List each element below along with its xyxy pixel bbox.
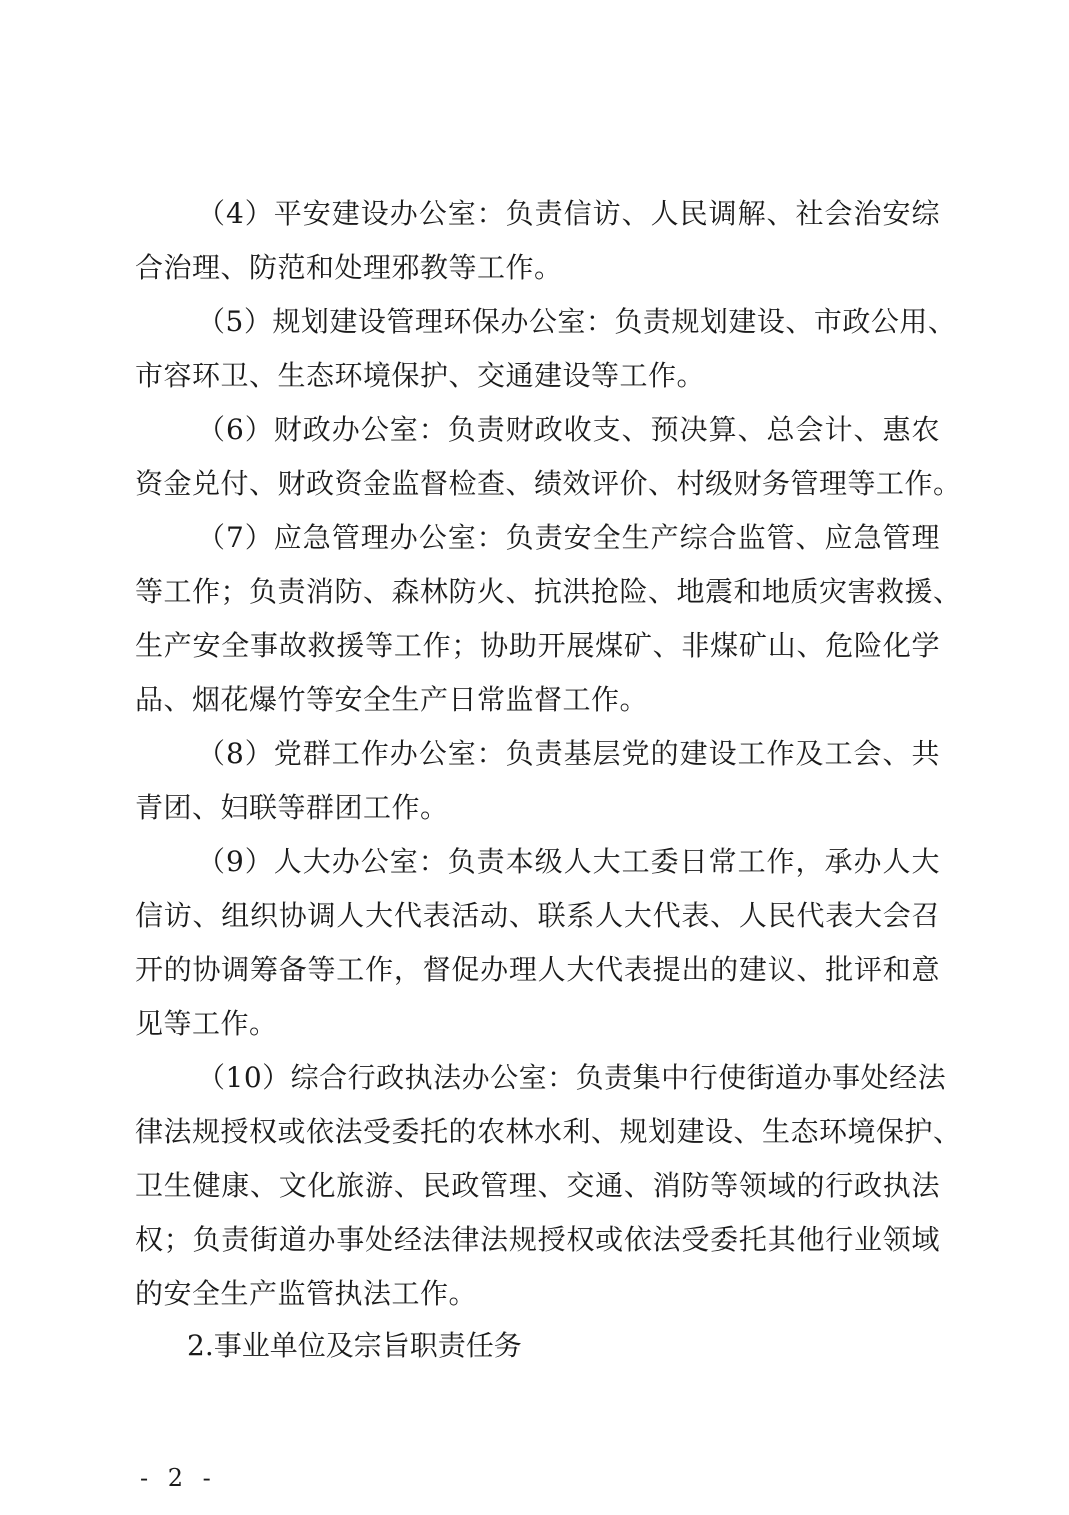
paragraph-7-line-2: 等工作；负责消防、森林防火、抗洪抢险、地震和地质灾害救援、 xyxy=(135,575,962,608)
paragraph-10-line-4: 权；负责街道办事处经法律法规授权或依法受委托其他行业领域 xyxy=(135,1223,940,1256)
paragraph-10-line-2: 律法规授权或依法受委托的农林水利、规划建设、生态环境保护、 xyxy=(135,1115,962,1148)
paragraph-5-line-1: （5）规划建设管理环保办公室：负责规划建设、市政公用、 xyxy=(197,305,957,338)
paragraph-7-line-3: 生产安全事故救援等工作；协助开展煤矿、非煤矿山、危险化学 xyxy=(135,629,940,662)
paragraph-9-line-1: （9）人大办公室：负责本级人大工委日常工作，承办人大 xyxy=(197,845,940,878)
paragraph-7-line-1: （7）应急管理办公室：负责安全生产综合监管、应急管理 xyxy=(197,521,940,554)
page-number: - 2 - xyxy=(140,1464,217,1492)
paragraph-6-line-1: （6）财政办公室：负责财政收支、预决算、总会计、惠农 xyxy=(197,413,940,446)
paragraph-5-line-2: 市容环卫、生态环境保护、交通建设等工作。 xyxy=(135,359,706,392)
paragraph-8-line-2: 青团、妇联等群团工作。 xyxy=(135,791,449,824)
paragraph-7-line-4: 品、烟花爆竹等安全生产日常监督工作。 xyxy=(135,683,649,716)
paragraph-9-line-4: 见等工作。 xyxy=(135,1007,278,1040)
paragraph-8-line-1: （8）党群工作办公室：负责基层党的建设工作及工会、共 xyxy=(197,737,940,770)
paragraph-6-line-2: 资金兑付、财政资金监督检查、绩效评价、村级财务管理等工作。 xyxy=(135,467,962,500)
paragraph-4-line-2: 合治理、防范和处理邪教等工作。 xyxy=(135,251,563,284)
paragraph-9-line-3: 开的协调筹备等工作，督促办理人大代表提出的建议、批评和意 xyxy=(135,953,940,986)
paragraph-10-line-3: 卫生健康、文化旅游、民政管理、交通、消防等领域的行政执法 xyxy=(135,1169,940,1202)
section-heading: 2.事业单位及宗旨职责任务 xyxy=(187,1329,522,1362)
paragraph-10-line-5: 的安全生产监管执法工作。 xyxy=(135,1277,478,1310)
paragraph-9-line-2: 信访、组织协调人大代表活动、联系人大代表、人民代表大会召 xyxy=(135,899,940,932)
paragraph-10-line-1: （10）综合行政执法办公室：负责集中行使街道办事处经法 xyxy=(197,1061,947,1094)
paragraph-4-line-1: （4）平安建设办公室：负责信访、人民调解、社会治安综 xyxy=(197,197,940,230)
